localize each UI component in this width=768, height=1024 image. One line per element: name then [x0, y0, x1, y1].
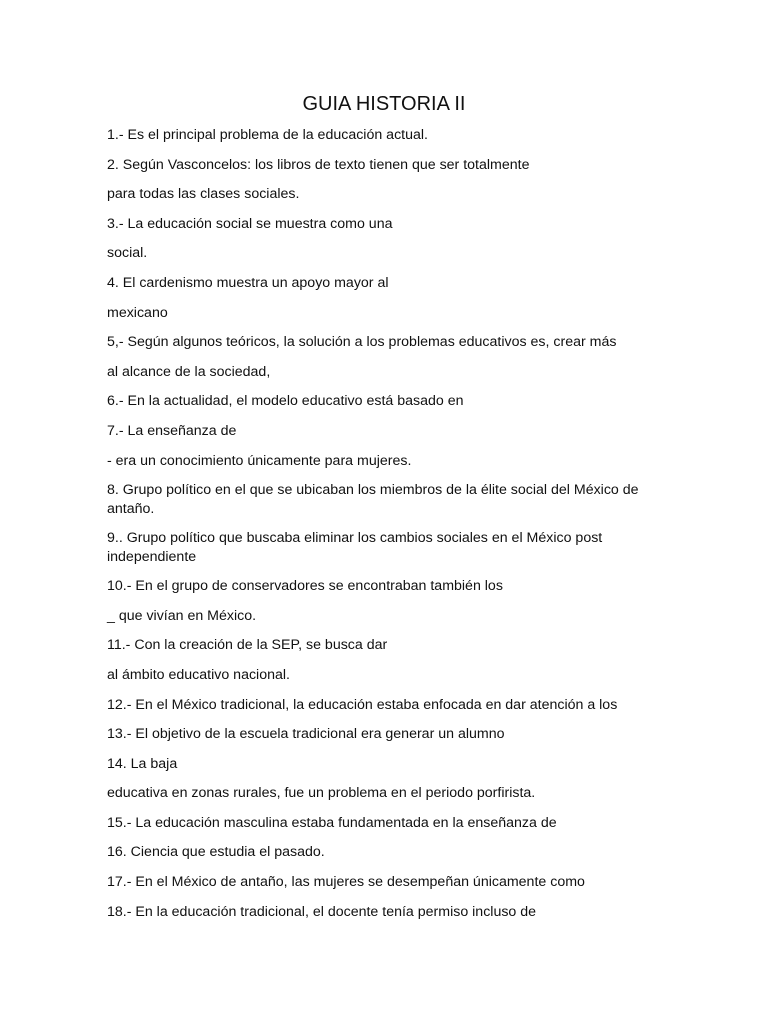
document-line-17: 11.- Con la creación de la SEP, se busca dar [107, 637, 388, 654]
document-line-18: al ámbito educativo nacional. [107, 666, 290, 683]
document-line-10: 6.- En la actualidad, el modelo educativo está basado en [107, 393, 464, 410]
document-line-23: 15.- La educación masculina estaba fundamentada en la enseñanza de [107, 814, 557, 831]
document-line-13: 8. Grupo político en el que se ubicaban los miembros de la élite social del México de antaño. [107, 482, 639, 518]
document-line-3: para todas las clases sociales. [107, 186, 300, 203]
document-line-7: mexicano [107, 304, 168, 321]
document-line-21: 14. La baja [107, 755, 178, 772]
document-line-1: 1.- Es el principal problema de la educación actual. [107, 127, 428, 143]
document-title: GUIA HISTORIA II [302, 93, 466, 115]
document-line-9: al alcance de la sociedad, [107, 363, 271, 380]
document-line-26: 18.- En la educación tradicional, el docente tenía permiso incluso de [107, 903, 537, 920]
document-line-24: 16. Ciencia que estudia el pasado. [107, 844, 325, 861]
document-line-19: 12.- En el México tradicional, la educación estaba enfocada en dar atención a los [107, 696, 618, 713]
document-line-5: social. [107, 245, 148, 262]
document-line-16: _ que vivían en México. [107, 607, 257, 624]
document-line-15: 10.- En el grupo de conservadores se encontraban también los [107, 578, 503, 595]
document-line-4: 3.- La educación social se muestra como una [107, 215, 393, 232]
question-list [107, 126, 667, 932]
document-line-25: 17.- En el México de antaño, las mujeres se desempeñan únicamente como [107, 874, 585, 891]
document-line-8: 5,- Según algunos teóricos, la solución a los problemas educativos es, crear más [107, 334, 617, 351]
document-line-14: 9.. Grupo político que buscaba eliminar los cambios sociales en el México post independiente [107, 530, 603, 566]
document-line-22: educativa en zonas rurales, fue un problema en el periodo porfirista. [107, 785, 536, 802]
document-line-6: 4. El cardenismo muestra un apoyo mayor al [107, 274, 389, 291]
document-line-12: - era un conocimiento únicamente para mujeres. [107, 452, 412, 469]
document-line-20: 13.- El objetivo de la escuela tradicional era generar un alumno [107, 726, 505, 743]
document-line-2: 2. Según Vasconcelos: los libros de texto tienen que ser totalmente [107, 156, 530, 173]
document-line-11: 7.- La enseñanza de [107, 422, 237, 439]
